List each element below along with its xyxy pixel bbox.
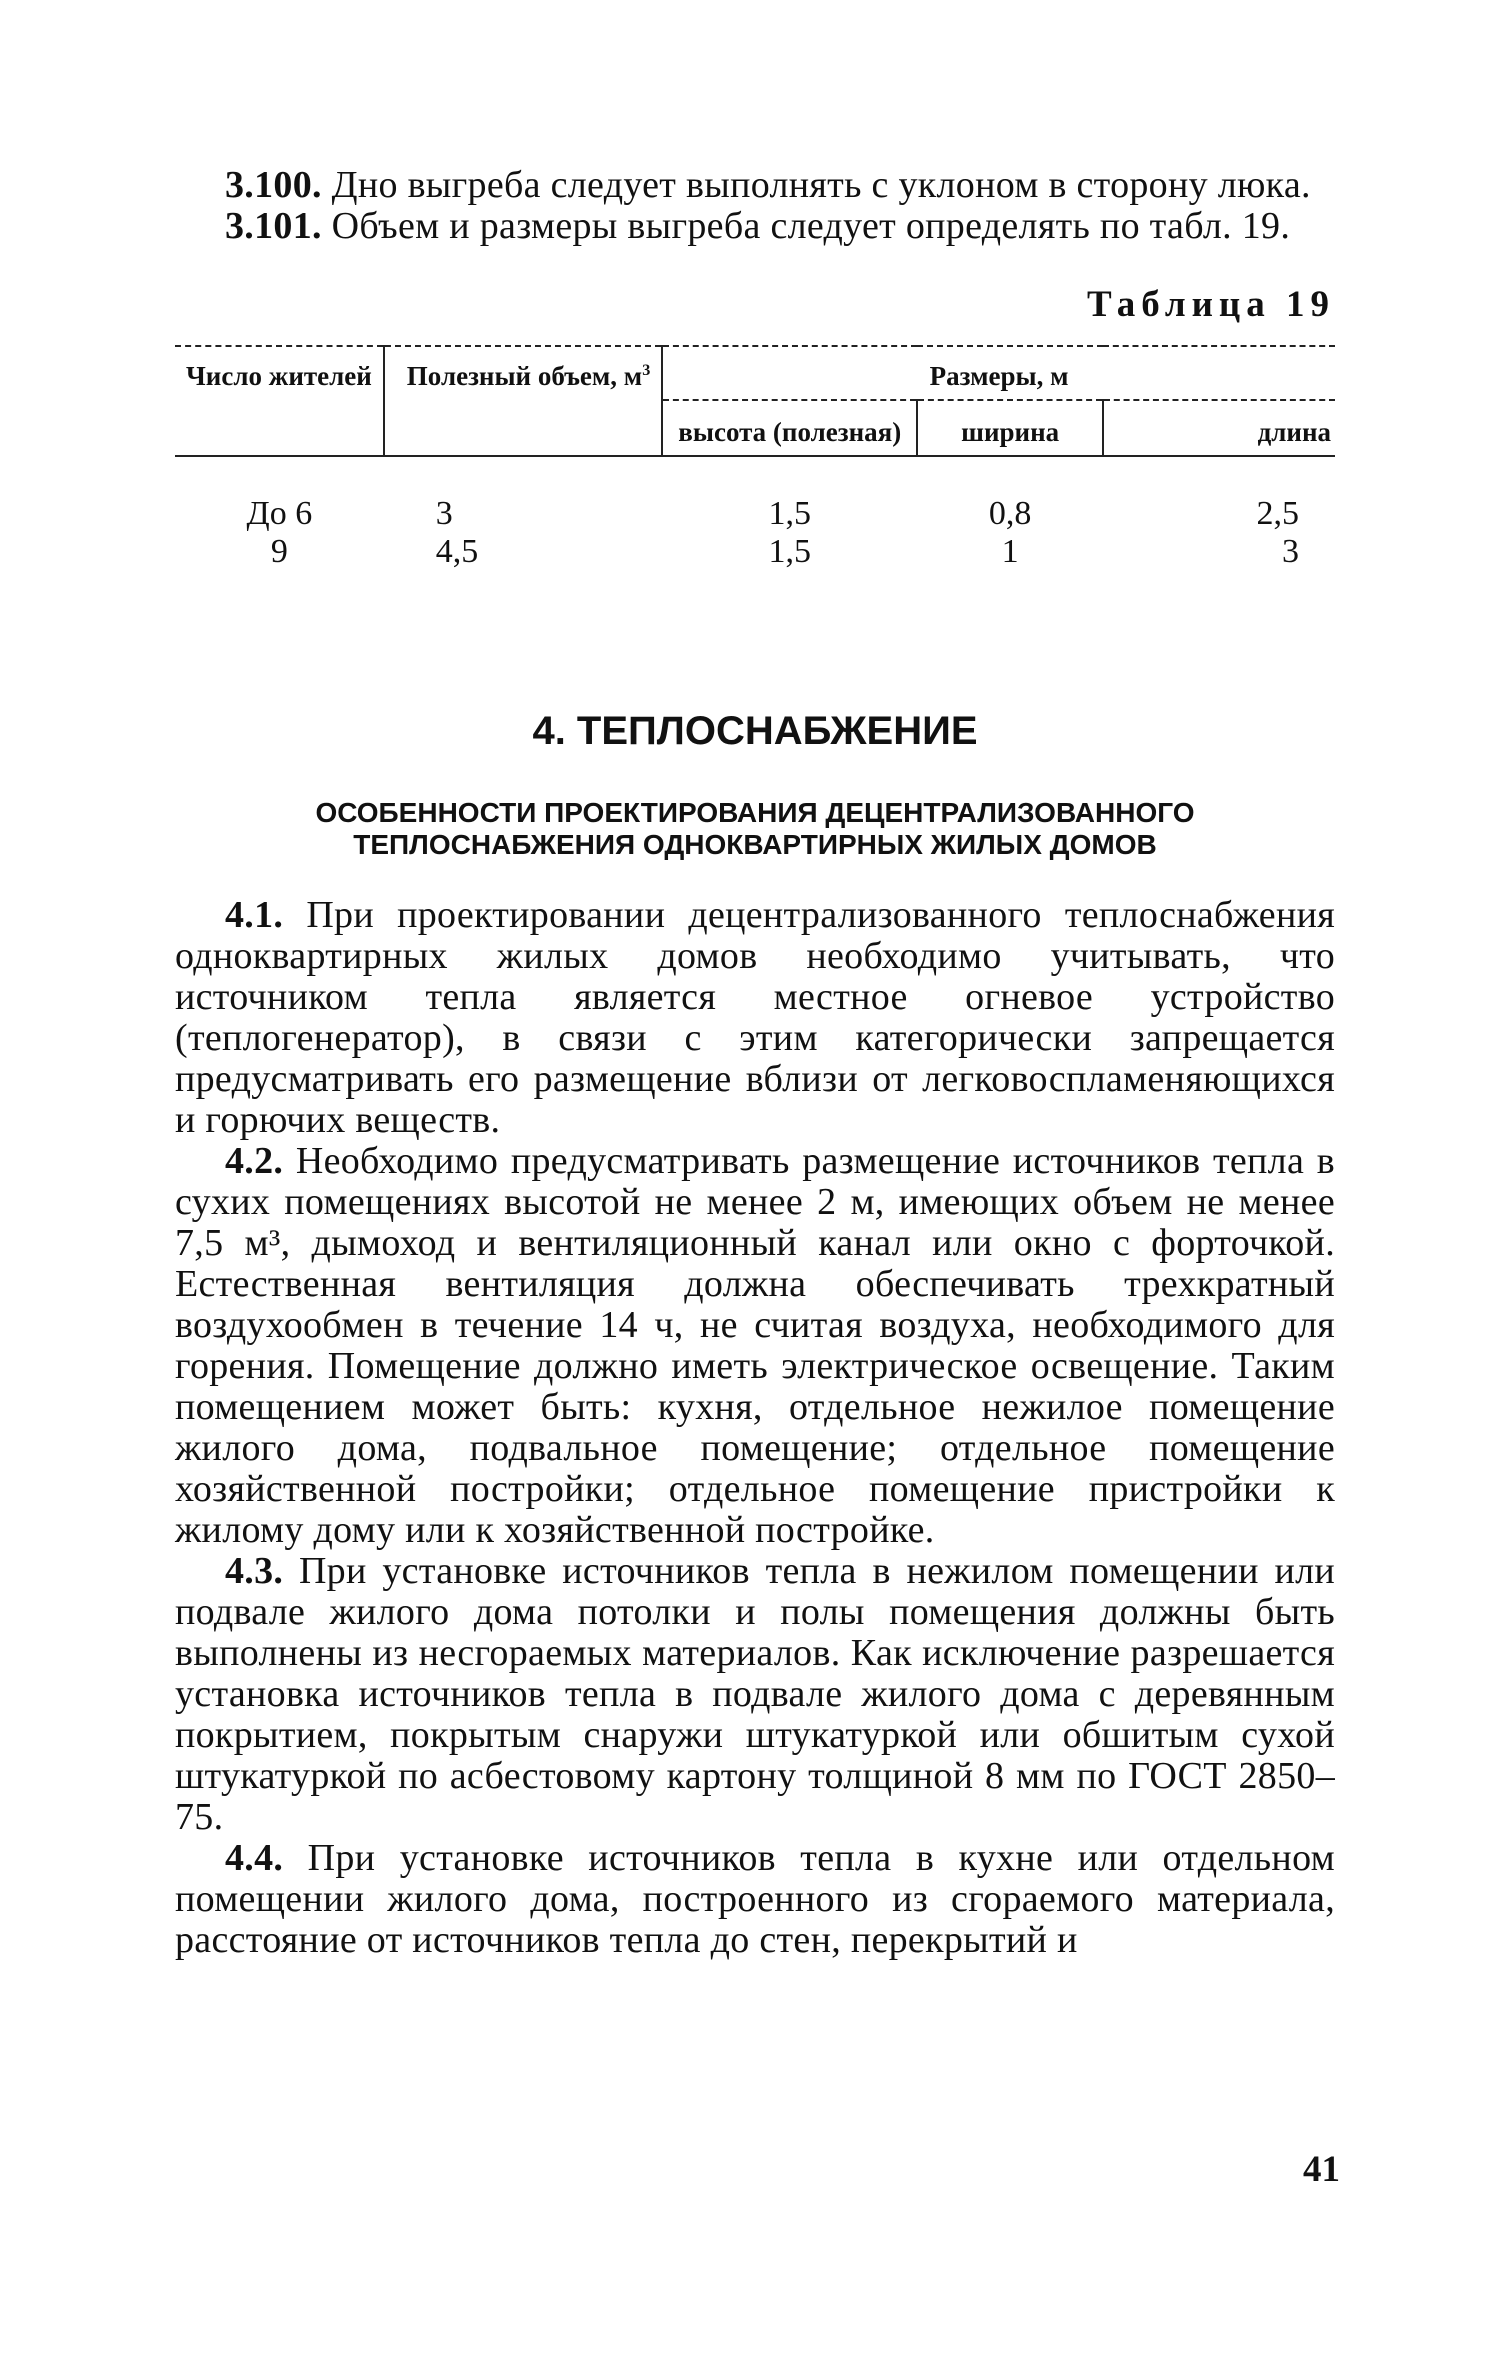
paragraph-text: При установке источников тепла в кухне или отдельном помещении жилого дома, построенного из сгораемого материала, расстояние от источников тепла до стен, перекрытий и — [175, 1837, 1335, 1961]
header-sizes: Размеры, м — [662, 346, 1335, 400]
cell-height: 1,5 — [768, 533, 812, 570]
cell-width: 0,8 — [988, 495, 1032, 532]
paragraph-number: 4.1. — [225, 894, 284, 936]
paragraph-3-101 — [175, 206, 1335, 247]
subsection-title-line: ТЕПЛОСНАБЖЕНИЯ ОДНОКВАРТИРНЫХ ЖИЛЫХ ДОМОВ — [353, 829, 1157, 860]
paragraph-number: 3.101. — [225, 205, 322, 247]
header-height: высота (полезная) — [662, 400, 917, 456]
paragraph-3-100 — [175, 165, 1335, 206]
subsection-title-line: ОСОБЕННОСТИ ПРОЕКТИРОВАНИЯ ДЕЦЕНТРАЛИЗОВАННОГО — [315, 797, 1195, 828]
cell-volume: 3 — [435, 495, 453, 532]
paragraph-4-1 — [175, 895, 1335, 1141]
paragraph-text: Объем и размеры выгреба следует определять по табл. 19. — [321, 205, 1291, 247]
cell-width: 1 — [1001, 533, 1019, 570]
paragraph-text: Дно выгреба следует выполнять с уклоном в сторону люка. — [321, 164, 1311, 206]
table-19 — [175, 345, 1335, 571]
paragraph-4-3 — [175, 1551, 1335, 1838]
paragraph-4-4 — [175, 1838, 1335, 1961]
table-row — [175, 456, 1335, 533]
header-volume — [384, 346, 662, 456]
subsection-title — [175, 797, 1335, 861]
paragraph-number: 4.4. — [225, 1837, 284, 1879]
cell-residents: До 6 — [246, 495, 313, 532]
paragraph-number: 4.2. — [225, 1140, 284, 1182]
header-width: ширина — [917, 400, 1103, 456]
cell-height: 1,5 — [768, 495, 812, 532]
cell-length: 3 — [1282, 533, 1299, 570]
paragraph-number: 4.3. — [225, 1550, 284, 1592]
header-length: длина — [1103, 400, 1335, 456]
page-number: 41 — [1303, 2149, 1340, 2190]
cell-residents: 9 — [270, 533, 288, 570]
table-row — [175, 533, 1335, 571]
document-page — [175, 165, 1335, 1961]
cell-volume: 4,5 — [435, 533, 479, 570]
paragraph-text: При проектировании децентрализованного теплоснабжения одноквартирных жилых домов необходимо учитывать, что источником тепла является местное огневое устройство (теплогенератор), в связи с этим категорически запрещается предусматривать его размещение вблизи от легковоспламеняющихся и горючих веществ. — [175, 894, 1335, 1141]
paragraph-number: 3.100. — [225, 164, 322, 206]
header-volume-sup: 3 — [642, 361, 651, 379]
section-title: 4. ТЕПЛОСНАБЖЕНИЕ — [532, 709, 978, 753]
paragraph-4-2 — [175, 1141, 1335, 1551]
header-volume-text: Полезный объем, м — [406, 361, 643, 391]
header-residents: Число жителей — [175, 346, 384, 456]
table-caption: Таблица 19 — [1087, 284, 1335, 325]
paragraph-text: При установке источников тепла в нежилом помещении или подвале жилого дома потолки и полы помещения должны быть выполнены из несгораемых материалов. Как исключение разрешается установка источников тепла в подвале жилого дома с деревянным покрытием, покрытым снаружи штукатуркой или обшитым сухой штукатуркой по асбестовому картону толщиной 8 мм по ГОСТ 2850–75. — [175, 1550, 1335, 1838]
paragraph-text: Необходимо предусматривать размещение источников тепла в сухих помещениях высотой не менее 2 м, имеющих объем не менее 7,5 м³, дымоход и вентиляционный канал или окно с форточкой. Естественная вентиляция должна обеспечивать трехкратный воздухообмен в течение 14 ч, не считая воздуха, необходимого для горения. Помещение должно иметь электрическое освещение. Таким помещением может быть: кухня, отдельное нежилое помещение жилого дома, подвальное помещение; отдельное помещение хозяйственной постройки; отдельное помещение пристройки к жилому дому или к хозяйственной постройке. — [175, 1140, 1335, 1551]
cell-length: 2,5 — [1256, 495, 1299, 532]
